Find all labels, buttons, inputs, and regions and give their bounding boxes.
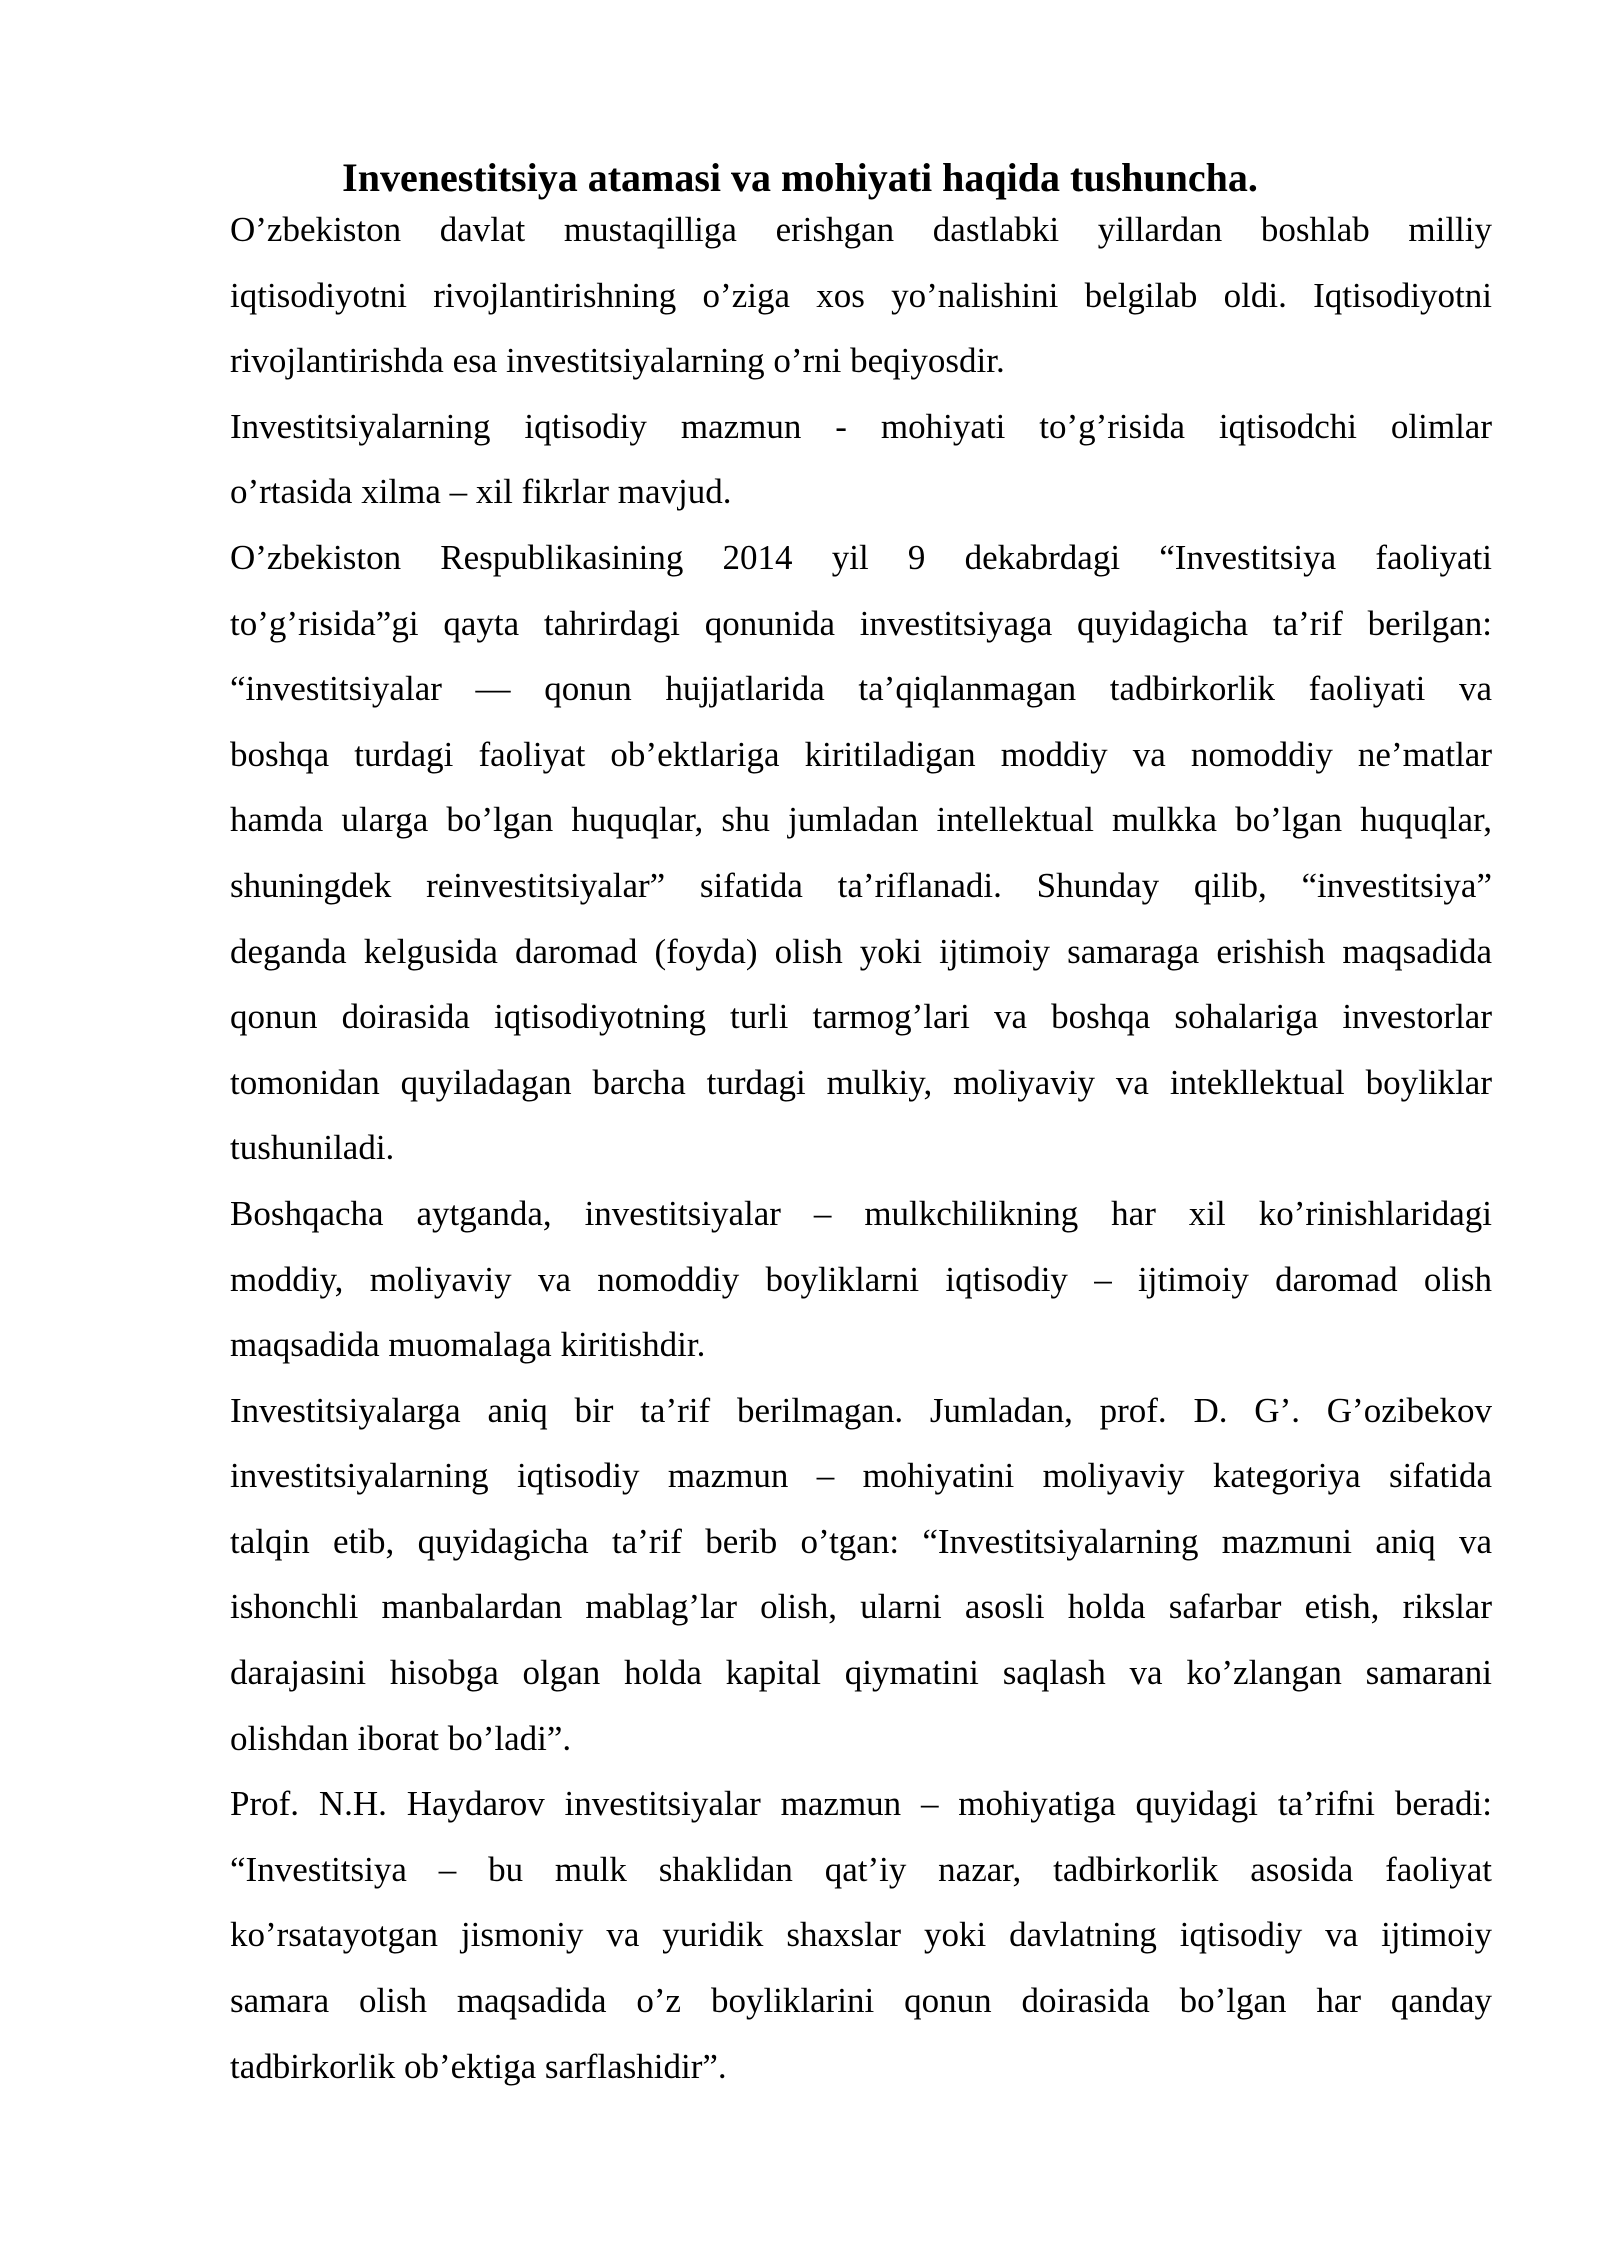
paragraph-line: maqsadida muomalaga kiritishdir. xyxy=(230,1325,706,1365)
paragraph-line: to’g’risida”gi qayta tahrirdagi qonunida investitsiyaga quyidagicha ta’rif berilgan: xyxy=(230,603,1492,643)
document-body xyxy=(230,197,1492,2099)
paragraph xyxy=(230,1181,1492,1378)
paragraph-line: darajasini hisobga olgan holda kapital qiymatini saqlash va ko’zlangan samarani xyxy=(230,1653,1492,1693)
paragraph-line: ishonchli manbalardan mablag’lar olish, ularni asosli holda safarbar etish, rikslar xyxy=(230,1587,1492,1627)
paragraph-line: Investitsiyalarning iqtisodiy mazmun - mohiyati to’g’risida iqtisodchi olimlar xyxy=(230,406,1492,446)
paragraph-line: samara olish maqsadida o’z boyliklarini qonun doirasida bo’lgan har qanday xyxy=(230,1981,1492,2021)
paragraph-line: Prof. N.H. Haydarov investitsiyalar mazmun – mohiyatiga quyidagi ta’rifni beradi: xyxy=(230,1784,1492,1824)
paragraph xyxy=(230,197,1492,394)
paragraph-line: shuningdek reinvestitsiyalar” sifatida ta’riflanadi. Shunday qilib, “investitsiya” xyxy=(230,865,1492,905)
paragraph-line: tushuniladi. xyxy=(230,1128,395,1168)
paragraph-line: hamda ularga bo’lgan huquqlar, shu jumladan intellektual mulkka bo’lgan huquqlar, xyxy=(230,800,1492,840)
paragraph xyxy=(230,1378,1492,1772)
paragraph-line: “investitsiyalar — qonun hujjatlarida ta’qiqlanmagan tadbirkorlik faoliyati va xyxy=(230,669,1492,709)
paragraph-line: rivojlantirishda esa investitsiyalarning o’rni beqiyosdir. xyxy=(230,341,1005,381)
paragraph-line: iqtisodiyotni rivojlantirishning o’ziga xos yo’nalishini belgilab oldi. Iqtisodiyotni xyxy=(230,275,1492,315)
paragraph-line: qonun doirasida iqtisodiyotning turli tarmog’lari va boshqa sohalariga investorlar xyxy=(230,997,1492,1037)
paragraph-line: moddiy, moliyaviy va nomoddiy boyliklarni iqtisodiy – ijtimoiy daromad olish xyxy=(230,1259,1492,1299)
paragraph-line: O’zbekiston davlat mustaqilliga erishgan dastlabki yillardan boshlab milliy xyxy=(230,210,1492,249)
paragraph-line: boshqa turdagi faoliyat ob’ektlariga kiritiladigan moddiy va nomoddiy ne’matlar xyxy=(230,734,1492,774)
paragraph-line: tadbirkorlik ob’ektiga sarflashidir”. xyxy=(230,2046,727,2086)
paragraph-line: Boshqacha aytganda, investitsiyalar – mulkchilikning har xil ko’rinishlaridagi xyxy=(230,1193,1492,1233)
document-title: Invenestitsiya atamasi va mohiyati haqida tushuncha. xyxy=(342,155,1258,200)
paragraph-line: olishdan iborat bo’ladi”. xyxy=(230,1718,572,1758)
paragraph-line: “Investitsiya – bu mulk shaklidan qat’iy nazar, tadbirkorlik asosida faoliyat xyxy=(230,1849,1492,1889)
paragraph-line: tomonidan quyiladagan barcha turdagi mulkiy, moliyaviy va intekllektual boyliklar xyxy=(230,1062,1492,1102)
paragraph-line: ko’rsatayotgan jismoniy va yuridik shaxslar yoki davlatning iqtisodiy va ijtimoiy xyxy=(230,1915,1492,1955)
paragraph-line: O’zbekiston Respublikasining 2014 yil 9 dekabrdagi “Investitsiya faoliyati xyxy=(230,537,1492,577)
paragraph xyxy=(230,394,1492,525)
paragraph xyxy=(230,525,1492,1181)
paragraph-line: deganda kelgusida daromad (foyda) olish yoki ijtimoiy samaraga erishish maqsadida xyxy=(230,931,1492,971)
paragraph-line: Investitsiyalarga aniq bir ta’rif berilmagan. Jumladan, prof. D. G’. G’ozibekov xyxy=(230,1390,1492,1430)
paragraph-line: investitsiyalarning iqtisodiy mazmun – mohiyatini moliyaviy kategoriya sifatida xyxy=(230,1456,1492,1496)
paragraph-line: talqin etib, quyidagicha ta’rif berib o’tgan: “Investitsiyalarning mazmuni aniq va xyxy=(230,1521,1492,1561)
paragraph-line: o’rtasida xilma – xil fikrlar mavjud. xyxy=(230,472,732,512)
paragraph xyxy=(230,1771,1492,2099)
